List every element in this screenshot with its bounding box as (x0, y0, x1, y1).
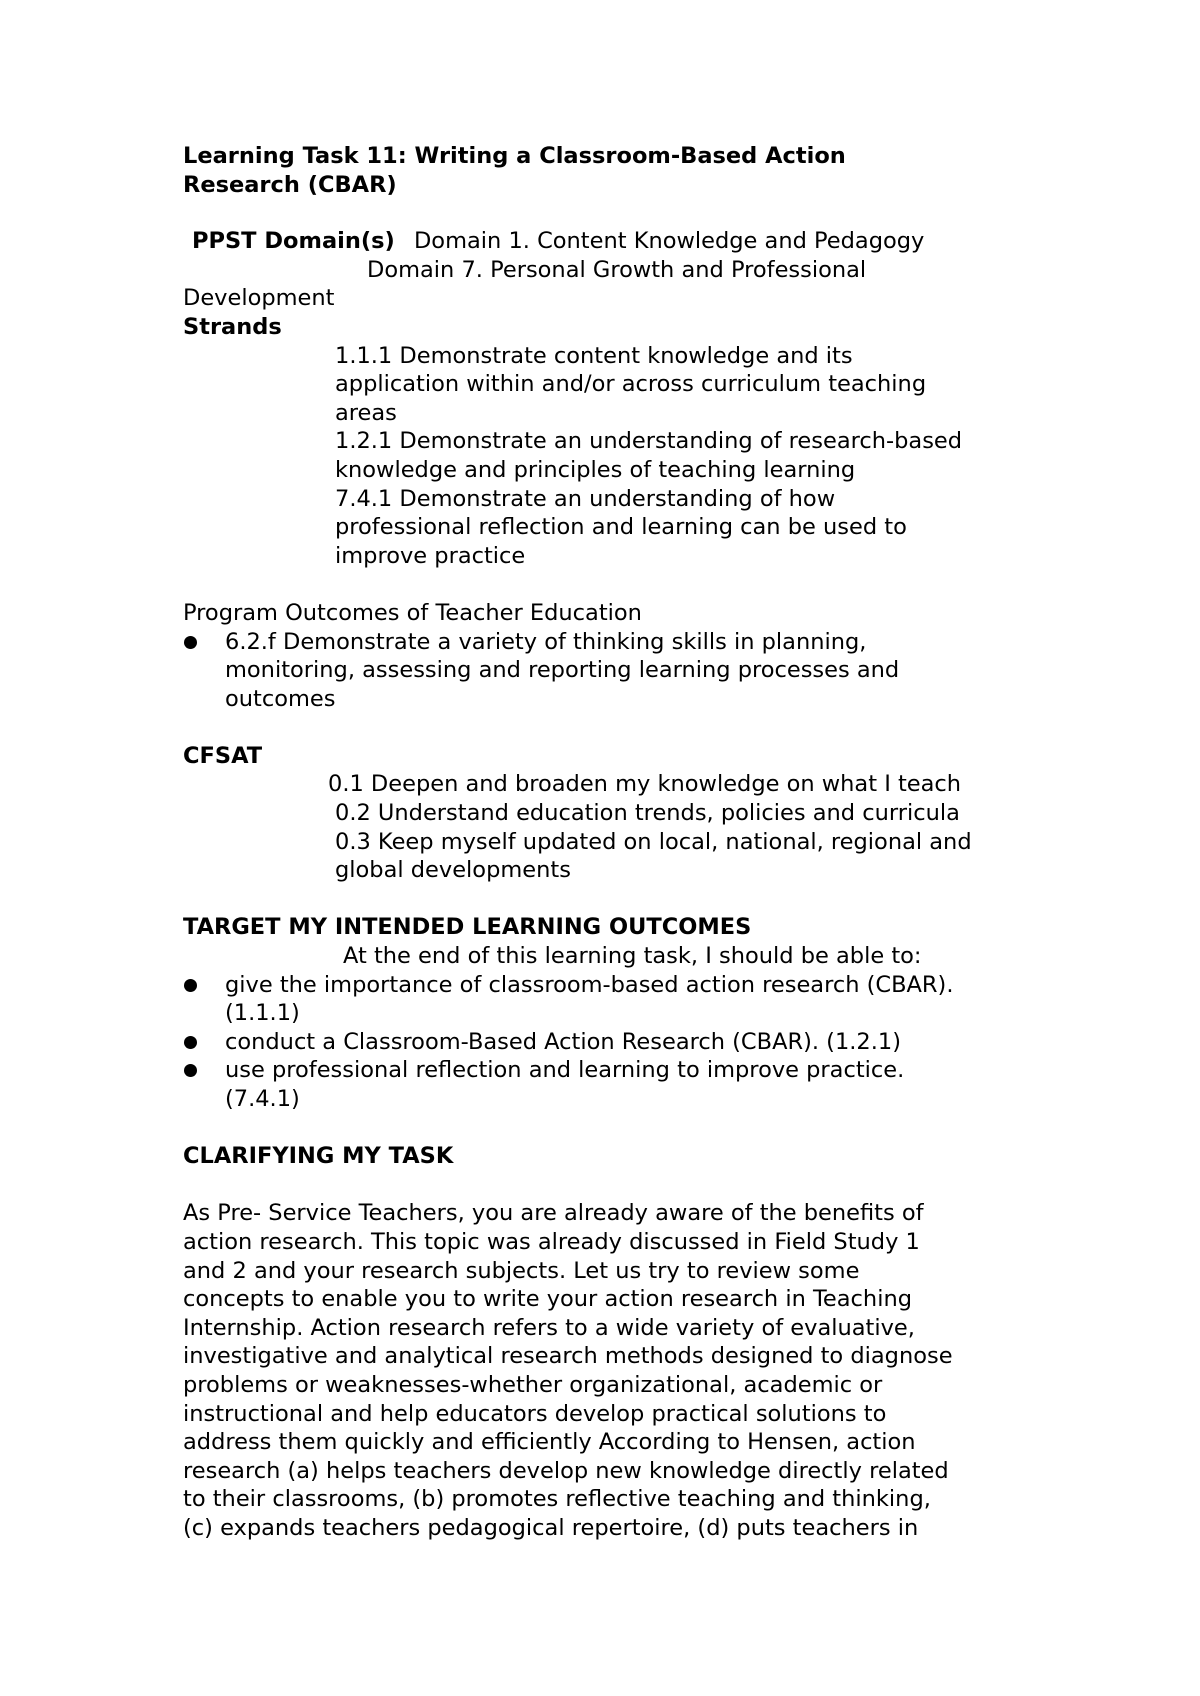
strand-line: 1.2.1 Demonstrate an understanding of research-based (335, 428, 963, 455)
ppst-domain-1: Domain 1. Content Knowledge and Pedagogy (413, 228, 925, 255)
list-item-line: (7.4.1) (225, 1086, 300, 1112)
ppst-domain-7: Domain 7. Personal Growth and Professional (367, 256, 867, 283)
target-intro: At the end of this learning task, I should be able to: (343, 943, 922, 970)
document-page (183, 142, 1043, 1543)
paragraph-line: concepts to enable you to write your action research in Teaching (183, 1286, 912, 1313)
strand-item (183, 427, 1043, 484)
strand-line: improve practice (335, 542, 526, 569)
ppst-label: PPST Domain(s) (192, 228, 395, 255)
program-outcomes-list (183, 628, 1043, 714)
strands-label: Strands (183, 313, 282, 340)
strand-line: professional reflection and learning can be used to (335, 514, 907, 541)
strand-line: areas (335, 399, 397, 426)
paragraph-line: Internship. Action research refers to a wide variety of evaluative, (183, 1314, 915, 1341)
target-outcomes-list (183, 971, 1043, 1114)
strand-line: knowledge and principles of teaching learning (335, 456, 856, 483)
strand-line: 7.4.1 Demonstrate an understanding of how (335, 485, 836, 512)
cfsat-label: CFSAT (183, 742, 263, 769)
paragraph-line: problems or weaknesses-whether organizational, academic or (183, 1371, 883, 1398)
clarifying-paragraph (183, 1199, 1043, 1542)
paragraph-line: address them quickly and efficiently According to Hensen, action (183, 1429, 916, 1456)
paragraph-line: and 2 and your research subjects. Let us try to review some (183, 1257, 860, 1284)
cfsat-item: 0.3 Keep myself updated on local, national, regional and (335, 828, 972, 855)
strands-list (183, 342, 1043, 571)
strand-item (183, 342, 1043, 428)
list-item-line: use professional reflection and learning to improve practice. (225, 1057, 905, 1084)
paragraph-line: action research. This topic was already discussed in Field Study 1 (183, 1228, 920, 1255)
cfsat-item: 0.2 Understand education trends, policies and curricula (335, 800, 960, 827)
clarifying-heading: CLARIFYING MY TASK (183, 1143, 454, 1170)
list-item-line: outcomes (225, 685, 336, 712)
bullet-icon (184, 979, 197, 992)
paragraph-line: investigative and analytical research methods designed to diagnose (183, 1343, 953, 1370)
list-item (183, 1028, 1043, 1057)
target-heading: TARGET MY INTENDED LEARNING OUTCOMES (183, 914, 752, 941)
title-line-1: Learning Task 11: Writing a Classroom-Based Action (183, 143, 846, 169)
cfsat-item: global developments (335, 857, 571, 884)
bullet-icon (184, 1036, 197, 1049)
ppst-domain-7-cont: Development (183, 285, 335, 312)
paragraph-line: to their classrooms, (b) promotes reflective teaching and thinking, (183, 1486, 931, 1513)
list-item-line: (1.1.1) (225, 1000, 300, 1027)
paragraph-line: (c) expands teachers pedagogical repertoire, (d) puts teachers in (183, 1514, 919, 1541)
cfsat-item: 0.1 Deepen and broaden my knowledge on what I teach (328, 771, 962, 798)
list-item-line: give the importance of classroom-based action research (CBAR). (225, 971, 954, 998)
paragraph-line: research (a) helps teachers develop new knowledge directly related (183, 1457, 949, 1484)
bullet-icon (184, 636, 197, 649)
list-item (183, 1056, 1043, 1113)
strand-line: application within and/or across curriculum teaching (335, 371, 927, 398)
list-item-line: monitoring, assessing and reporting learning processes and (225, 657, 900, 684)
program-outcomes-heading: Program Outcomes of Teacher Education (183, 599, 642, 626)
paragraph-line: As Pre- Service Teachers, you are already aware of the benefits of (183, 1200, 924, 1227)
list-item (183, 628, 1043, 714)
list-item (183, 971, 1043, 1028)
paragraph-line: instructional and help educators develop practical solutions to (183, 1400, 887, 1427)
list-item-line: conduct a Classroom-Based Action Research (CBAR). (1.2.1) (225, 1028, 901, 1055)
title-line-2: Research (CBAR) (183, 171, 397, 198)
bullet-icon (184, 1064, 197, 1077)
list-item-line: 6.2.f Demonstrate a variety of thinking skills in planning, (225, 628, 867, 655)
ppst-domain-row (183, 227, 1043, 256)
strand-line: 1.1.1 Demonstrate content knowledge and its (335, 342, 853, 369)
strand-item (183, 485, 1043, 571)
